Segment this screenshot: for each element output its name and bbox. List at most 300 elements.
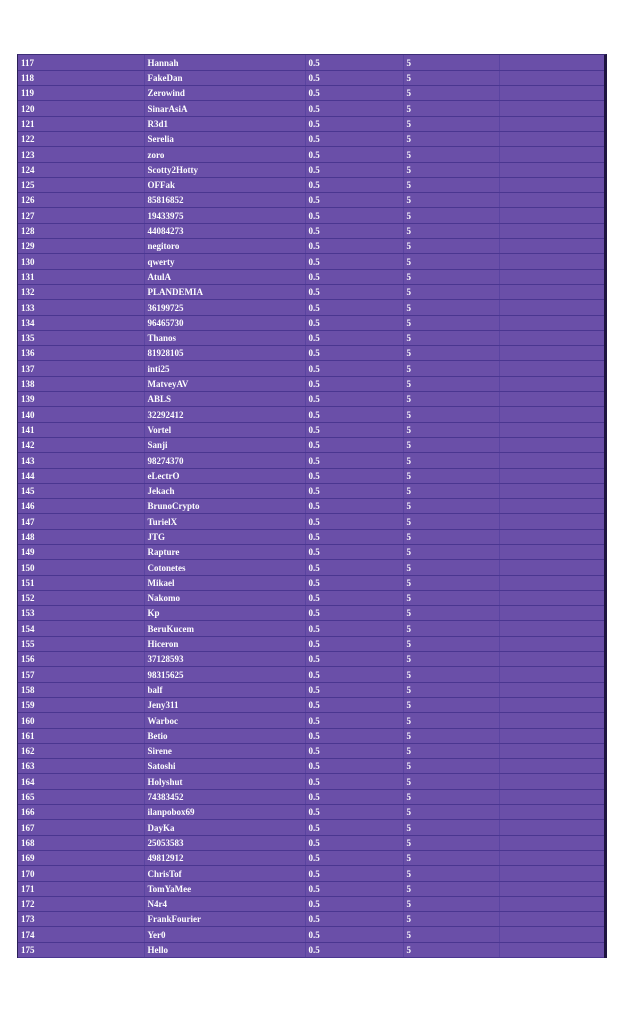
cell-points[interactable]: 5	[403, 223, 499, 238]
cell-points[interactable]: 5	[403, 453, 499, 468]
cell-empty[interactable]	[499, 330, 604, 345]
cell-points[interactable]: 5	[403, 269, 499, 284]
cell-points[interactable]: 5	[403, 499, 499, 514]
cell-empty[interactable]	[499, 346, 604, 361]
cell-rank[interactable]: 154	[18, 621, 144, 636]
cell-points[interactable]: 5	[403, 177, 499, 192]
cell-name[interactable]: Hannah	[144, 55, 305, 70]
cell-points[interactable]: 5	[403, 697, 499, 712]
cell-rank[interactable]: 140	[18, 407, 144, 422]
cell-name[interactable]: 85816852	[144, 193, 305, 208]
cell-name[interactable]: 36199725	[144, 300, 305, 315]
cell-value[interactable]: 0.5	[305, 743, 403, 758]
cell-rank[interactable]: 145	[18, 483, 144, 498]
cell-points[interactable]: 5	[403, 850, 499, 865]
cell-value[interactable]: 0.5	[305, 850, 403, 865]
cell-rank[interactable]: 163	[18, 759, 144, 774]
cell-empty[interactable]	[499, 361, 604, 376]
cell-name[interactable]: 98315625	[144, 667, 305, 682]
cell-rank[interactable]: 134	[18, 315, 144, 330]
cell-value[interactable]: 0.5	[305, 881, 403, 896]
cell-empty[interactable]	[499, 713, 604, 728]
cell-rank[interactable]: 122	[18, 131, 144, 146]
cell-name[interactable]: 32292412	[144, 407, 305, 422]
cell-rank[interactable]: 151	[18, 575, 144, 590]
cell-empty[interactable]	[499, 575, 604, 590]
cell-empty[interactable]	[499, 437, 604, 452]
cell-value[interactable]: 0.5	[305, 606, 403, 621]
cell-value[interactable]: 0.5	[305, 162, 403, 177]
cell-rank[interactable]: 166	[18, 805, 144, 820]
cell-points[interactable]: 5	[403, 621, 499, 636]
cell-rank[interactable]: 117	[18, 55, 144, 70]
cell-value[interactable]: 0.5	[305, 392, 403, 407]
cell-rank[interactable]: 162	[18, 743, 144, 758]
cell-empty[interactable]	[499, 667, 604, 682]
cell-empty[interactable]	[499, 254, 604, 269]
cell-points[interactable]: 5	[403, 392, 499, 407]
cell-empty[interactable]	[499, 483, 604, 498]
cell-rank[interactable]: 124	[18, 162, 144, 177]
cell-value[interactable]: 0.5	[305, 86, 403, 101]
cell-name[interactable]: DayKa	[144, 820, 305, 835]
cell-value[interactable]: 0.5	[305, 453, 403, 468]
cell-points[interactable]: 5	[403, 361, 499, 376]
cell-empty[interactable]	[499, 743, 604, 758]
cell-points[interactable]: 5	[403, 667, 499, 682]
cell-points[interactable]: 5	[403, 284, 499, 299]
cell-rank[interactable]: 152	[18, 590, 144, 605]
cell-empty[interactable]	[499, 300, 604, 315]
cell-name[interactable]: negitoro	[144, 239, 305, 254]
cell-name[interactable]: FrankFourier	[144, 912, 305, 927]
cell-rank[interactable]: 168	[18, 835, 144, 850]
cell-name[interactable]: OFFak	[144, 177, 305, 192]
cell-points[interactable]: 5	[403, 912, 499, 927]
cell-value[interactable]: 0.5	[305, 101, 403, 116]
cell-empty[interactable]	[499, 55, 604, 70]
cell-value[interactable]: 0.5	[305, 223, 403, 238]
cell-points[interactable]: 5	[403, 437, 499, 452]
cell-value[interactable]: 0.5	[305, 835, 403, 850]
cell-empty[interactable]	[499, 835, 604, 850]
cell-name[interactable]: Scotty2Hotty	[144, 162, 305, 177]
table-row	[18, 728, 604, 743]
cell-points[interactable]: 5	[403, 376, 499, 391]
cell-empty[interactable]	[499, 560, 604, 575]
cell-empty[interactable]	[499, 193, 604, 208]
cell-empty[interactable]	[499, 284, 604, 299]
cell-name[interactable]: Betio	[144, 728, 305, 743]
cell-points[interactable]: 5	[403, 575, 499, 590]
cell-points[interactable]: 5	[403, 254, 499, 269]
cell-value[interactable]: 0.5	[305, 590, 403, 605]
cell-value[interactable]: 0.5	[305, 499, 403, 514]
cell-value[interactable]: 0.5	[305, 407, 403, 422]
cell-points[interactable]: 5	[403, 713, 499, 728]
cell-empty[interactable]	[499, 101, 604, 116]
cell-value[interactable]: 0.5	[305, 621, 403, 636]
cell-points[interactable]: 5	[403, 743, 499, 758]
cell-name[interactable]: MatveyAV	[144, 376, 305, 391]
cell-value[interactable]: 0.5	[305, 346, 403, 361]
cell-empty[interactable]	[499, 912, 604, 927]
cell-rank[interactable]: 137	[18, 361, 144, 376]
cell-empty[interactable]	[499, 223, 604, 238]
cell-empty[interactable]	[499, 866, 604, 881]
cell-name[interactable]: ABLS	[144, 392, 305, 407]
cell-rank[interactable]: 156	[18, 652, 144, 667]
cell-rank[interactable]: 146	[18, 499, 144, 514]
cell-rank[interactable]: 155	[18, 636, 144, 651]
cell-value[interactable]: 0.5	[305, 193, 403, 208]
cell-empty[interactable]	[499, 697, 604, 712]
cell-points[interactable]: 5	[403, 529, 499, 544]
cell-rank[interactable]: 160	[18, 713, 144, 728]
cell-points[interactable]: 5	[403, 131, 499, 146]
cell-name[interactable]: Jeny311	[144, 697, 305, 712]
cell-rank[interactable]: 175	[18, 942, 144, 957]
cell-empty[interactable]	[499, 728, 604, 743]
cell-points[interactable]: 5	[403, 652, 499, 667]
cell-value[interactable]: 0.5	[305, 529, 403, 544]
cell-name[interactable]: SinarAsiA	[144, 101, 305, 116]
cell-rank[interactable]: 144	[18, 468, 144, 483]
cell-empty[interactable]	[499, 881, 604, 896]
cell-value[interactable]: 0.5	[305, 208, 403, 223]
cell-name[interactable]: Warboc	[144, 713, 305, 728]
cell-empty[interactable]	[499, 208, 604, 223]
cell-points[interactable]: 5	[403, 101, 499, 116]
cell-value[interactable]: 0.5	[305, 131, 403, 146]
cell-points[interactable]: 5	[403, 545, 499, 560]
cell-rank[interactable]: 148	[18, 529, 144, 544]
cell-name[interactable]: Kp	[144, 606, 305, 621]
cell-points[interactable]: 5	[403, 55, 499, 70]
cell-value[interactable]: 0.5	[305, 575, 403, 590]
cell-value[interactable]: 0.5	[305, 942, 403, 957]
cell-empty[interactable]	[499, 407, 604, 422]
cell-value[interactable]: 0.5	[305, 545, 403, 560]
cell-value[interactable]: 0.5	[305, 177, 403, 192]
cell-points[interactable]: 5	[403, 346, 499, 361]
cell-value[interactable]: 0.5	[305, 805, 403, 820]
cell-name[interactable]: inti25	[144, 361, 305, 376]
table-row	[18, 835, 604, 850]
cell-name[interactable]: Holyshut	[144, 774, 305, 789]
cell-name[interactable]: Yer0	[144, 927, 305, 942]
cell-points[interactable]: 5	[403, 881, 499, 896]
cell-value[interactable]: 0.5	[305, 361, 403, 376]
cell-empty[interactable]	[499, 239, 604, 254]
cell-empty[interactable]	[499, 468, 604, 483]
cell-empty[interactable]	[499, 789, 604, 804]
cell-name[interactable]: AtulA	[144, 269, 305, 284]
cell-points[interactable]: 5	[403, 820, 499, 835]
cell-points[interactable]: 5	[403, 636, 499, 651]
cell-name[interactable]: Nakomo	[144, 590, 305, 605]
cell-points[interactable]: 5	[403, 606, 499, 621]
cell-name[interactable]: Satoshi	[144, 759, 305, 774]
cell-rank[interactable]: 135	[18, 330, 144, 345]
cell-points[interactable]: 5	[403, 300, 499, 315]
cell-points[interactable]: 5	[403, 162, 499, 177]
cell-name[interactable]: Cotonetes	[144, 560, 305, 575]
cell-name[interactable]: BeruKucem	[144, 621, 305, 636]
leaderboard-table	[18, 55, 604, 958]
cell-points[interactable]: 5	[403, 590, 499, 605]
cell-value[interactable]: 0.5	[305, 789, 403, 804]
cell-name[interactable]: 49812912	[144, 850, 305, 865]
cell-rank[interactable]: 157	[18, 667, 144, 682]
cell-empty[interactable]	[499, 269, 604, 284]
cell-empty[interactable]	[499, 652, 604, 667]
cell-name[interactable]: Serelia	[144, 131, 305, 146]
cell-points[interactable]: 5	[403, 468, 499, 483]
cell-points[interactable]: 5	[403, 728, 499, 743]
cell-value[interactable]: 0.5	[305, 774, 403, 789]
cell-name[interactable]: BrunoCrypto	[144, 499, 305, 514]
cell-empty[interactable]	[499, 422, 604, 437]
cell-points[interactable]: 5	[403, 315, 499, 330]
cell-empty[interactable]	[499, 70, 604, 85]
cell-rank[interactable]: 136	[18, 346, 144, 361]
cell-value[interactable]: 0.5	[305, 315, 403, 330]
cell-rank[interactable]: 138	[18, 376, 144, 391]
cell-value[interactable]: 0.5	[305, 269, 403, 284]
cell-value[interactable]: 0.5	[305, 866, 403, 881]
cell-value[interactable]: 0.5	[305, 896, 403, 911]
cell-value[interactable]: 0.5	[305, 284, 403, 299]
cell-value[interactable]: 0.5	[305, 147, 403, 162]
cell-points[interactable]: 5	[403, 942, 499, 957]
cell-value[interactable]: 0.5	[305, 697, 403, 712]
cell-empty[interactable]	[499, 376, 604, 391]
cell-rank[interactable]: 170	[18, 866, 144, 881]
cell-points[interactable]: 5	[403, 147, 499, 162]
cell-points[interactable]: 5	[403, 759, 499, 774]
cell-name[interactable]: Jekach	[144, 483, 305, 498]
cell-rank[interactable]: 172	[18, 896, 144, 911]
cell-value[interactable]: 0.5	[305, 667, 403, 682]
cell-points[interactable]: 5	[403, 407, 499, 422]
cell-value[interactable]: 0.5	[305, 483, 403, 498]
cell-points[interactable]: 5	[403, 193, 499, 208]
table-row	[18, 636, 604, 651]
cell-rank[interactable]: 169	[18, 850, 144, 865]
cell-name[interactable]: Mikael	[144, 575, 305, 590]
cell-empty[interactable]	[499, 177, 604, 192]
table-row	[18, 652, 604, 667]
cell-rank[interactable]: 121	[18, 116, 144, 131]
cell-value[interactable]: 0.5	[305, 759, 403, 774]
cell-rank[interactable]: 153	[18, 606, 144, 621]
cell-points[interactable]: 5	[403, 514, 499, 529]
cell-name[interactable]: Thanos	[144, 330, 305, 345]
cell-empty[interactable]	[499, 514, 604, 529]
cell-name[interactable]: 81928105	[144, 346, 305, 361]
cell-rank[interactable]: 129	[18, 239, 144, 254]
cell-name[interactable]: ilanpobox69	[144, 805, 305, 820]
cell-empty[interactable]	[499, 499, 604, 514]
cell-empty[interactable]	[499, 392, 604, 407]
cell-points[interactable]: 5	[403, 835, 499, 850]
cell-rank[interactable]: 165	[18, 789, 144, 804]
cell-empty[interactable]	[499, 896, 604, 911]
cell-empty[interactable]	[499, 759, 604, 774]
cell-points[interactable]: 5	[403, 866, 499, 881]
cell-value[interactable]: 0.5	[305, 70, 403, 85]
cell-empty[interactable]	[499, 131, 604, 146]
cell-points[interactable]: 5	[403, 560, 499, 575]
cell-empty[interactable]	[499, 116, 604, 131]
cell-name[interactable]: N4r4	[144, 896, 305, 911]
cell-empty[interactable]	[499, 86, 604, 101]
cell-empty[interactable]	[499, 927, 604, 942]
cell-points[interactable]: 5	[403, 483, 499, 498]
cell-name[interactable]: zoro	[144, 147, 305, 162]
cell-value[interactable]: 0.5	[305, 300, 403, 315]
cell-name[interactable]: eLectrO	[144, 468, 305, 483]
cell-rank[interactable]: 126	[18, 193, 144, 208]
cell-rank[interactable]: 150	[18, 560, 144, 575]
cell-name[interactable]: TurielX	[144, 514, 305, 529]
cell-rank[interactable]: 143	[18, 453, 144, 468]
cell-name[interactable]: 96465730	[144, 315, 305, 330]
cell-rank[interactable]: 118	[18, 70, 144, 85]
cell-points[interactable]: 5	[403, 86, 499, 101]
cell-name[interactable]: Sanji	[144, 437, 305, 452]
cell-empty[interactable]	[499, 850, 604, 865]
cell-value[interactable]: 0.5	[305, 560, 403, 575]
cell-value[interactable]: 0.5	[305, 652, 403, 667]
cell-value[interactable]: 0.5	[305, 330, 403, 345]
cell-name[interactable]: 74383452	[144, 789, 305, 804]
cell-points[interactable]: 5	[403, 330, 499, 345]
cell-empty[interactable]	[499, 529, 604, 544]
cell-value[interactable]: 0.5	[305, 376, 403, 391]
cell-value[interactable]: 0.5	[305, 422, 403, 437]
cell-rank[interactable]: 167	[18, 820, 144, 835]
cell-empty[interactable]	[499, 315, 604, 330]
cell-points[interactable]: 5	[403, 805, 499, 820]
cell-rank[interactable]: 139	[18, 392, 144, 407]
cell-name[interactable]: balf	[144, 682, 305, 697]
cell-rank[interactable]: 149	[18, 545, 144, 560]
cell-points[interactable]: 5	[403, 239, 499, 254]
cell-empty[interactable]	[499, 453, 604, 468]
cell-name[interactable]: Hiceron	[144, 636, 305, 651]
cell-empty[interactable]	[499, 606, 604, 621]
cell-rank[interactable]: 142	[18, 437, 144, 452]
cell-rank[interactable]: 141	[18, 422, 144, 437]
cell-rank[interactable]: 130	[18, 254, 144, 269]
cell-empty[interactable]	[499, 545, 604, 560]
cell-value[interactable]: 0.5	[305, 820, 403, 835]
cell-name[interactable]: Zerowind	[144, 86, 305, 101]
cell-empty[interactable]	[499, 636, 604, 651]
cell-name[interactable]: R3d1	[144, 116, 305, 131]
cell-value[interactable]: 0.5	[305, 728, 403, 743]
cell-rank[interactable]: 164	[18, 774, 144, 789]
cell-value[interactable]: 0.5	[305, 514, 403, 529]
cell-empty[interactable]	[499, 942, 604, 957]
cell-empty[interactable]	[499, 621, 604, 636]
cell-rank[interactable]: 120	[18, 101, 144, 116]
cell-empty[interactable]	[499, 820, 604, 835]
cell-points[interactable]: 5	[403, 774, 499, 789]
cell-name[interactable]: Sirene	[144, 743, 305, 758]
cell-empty[interactable]	[499, 774, 604, 789]
cell-value[interactable]: 0.5	[305, 468, 403, 483]
cell-name[interactable]: 19433975	[144, 208, 305, 223]
cell-name[interactable]: JTG	[144, 529, 305, 544]
cell-name[interactable]: 25053583	[144, 835, 305, 850]
cell-points[interactable]: 5	[403, 896, 499, 911]
cell-value[interactable]: 0.5	[305, 437, 403, 452]
cell-name[interactable]: Hello	[144, 942, 305, 957]
cell-rank[interactable]: 119	[18, 86, 144, 101]
cell-rank[interactable]: 147	[18, 514, 144, 529]
cell-rank[interactable]: 125	[18, 177, 144, 192]
cell-name[interactable]: TomYaMee	[144, 881, 305, 896]
cell-name[interactable]: Rapture	[144, 545, 305, 560]
cell-points[interactable]: 5	[403, 116, 499, 131]
cell-rank[interactable]: 128	[18, 223, 144, 238]
cell-points[interactable]: 5	[403, 422, 499, 437]
cell-rank[interactable]: 161	[18, 728, 144, 743]
cell-rank[interactable]: 123	[18, 147, 144, 162]
cell-value[interactable]: 0.5	[305, 55, 403, 70]
cell-value[interactable]: 0.5	[305, 682, 403, 697]
cell-rank[interactable]: 132	[18, 284, 144, 299]
cell-name[interactable]: 44084273	[144, 223, 305, 238]
cell-rank[interactable]: 173	[18, 912, 144, 927]
cell-empty[interactable]	[499, 805, 604, 820]
cell-points[interactable]: 5	[403, 927, 499, 942]
cell-name[interactable]: Vortel	[144, 422, 305, 437]
cell-name[interactable]: 98274370	[144, 453, 305, 468]
cell-value[interactable]: 0.5	[305, 239, 403, 254]
cell-empty[interactable]	[499, 147, 604, 162]
cell-points[interactable]: 5	[403, 789, 499, 804]
cell-empty[interactable]	[499, 162, 604, 177]
cell-rank[interactable]: 127	[18, 208, 144, 223]
cell-rank[interactable]: 158	[18, 682, 144, 697]
cell-value[interactable]: 0.5	[305, 636, 403, 651]
cell-points[interactable]: 5	[403, 70, 499, 85]
cell-name[interactable]: FakeDan	[144, 70, 305, 85]
cell-rank[interactable]: 174	[18, 927, 144, 942]
cell-value[interactable]: 0.5	[305, 254, 403, 269]
cell-value[interactable]: 0.5	[305, 713, 403, 728]
cell-rank[interactable]: 133	[18, 300, 144, 315]
cell-empty[interactable]	[499, 682, 604, 697]
cell-points[interactable]: 5	[403, 208, 499, 223]
cell-name[interactable]: ChrisTof	[144, 866, 305, 881]
cell-name[interactable]: PLANDEMIA	[144, 284, 305, 299]
cell-value[interactable]: 0.5	[305, 116, 403, 131]
cell-rank[interactable]: 171	[18, 881, 144, 896]
cell-value[interactable]: 0.5	[305, 912, 403, 927]
cell-empty[interactable]	[499, 590, 604, 605]
cell-rank[interactable]: 159	[18, 697, 144, 712]
cell-name[interactable]: 37128593	[144, 652, 305, 667]
cell-points[interactable]: 5	[403, 682, 499, 697]
cell-name[interactable]: qwerty	[144, 254, 305, 269]
cell-rank[interactable]: 131	[18, 269, 144, 284]
cell-value[interactable]: 0.5	[305, 927, 403, 942]
